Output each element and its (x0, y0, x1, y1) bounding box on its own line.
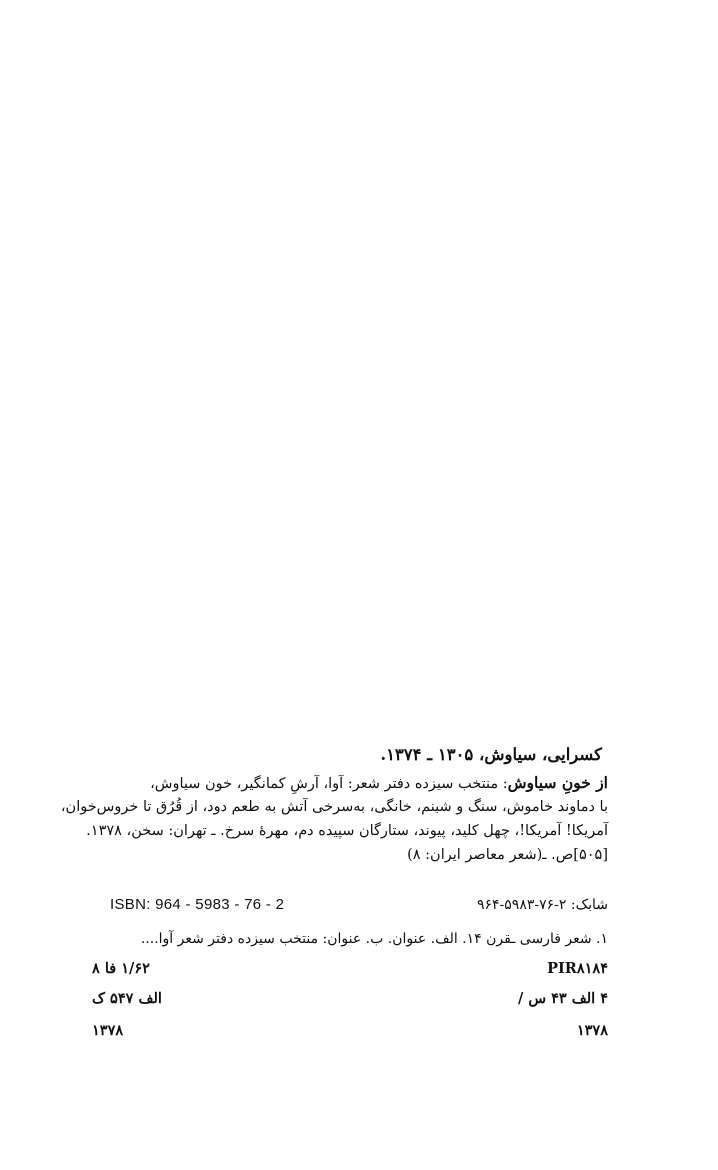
dewey-year: ۱۳۷۸ (92, 1022, 124, 1039)
dewey-cutter-number: الف ۵۴۷ ک (92, 990, 162, 1007)
dewey-class-number: ۱/۶۲ فا ۸ (92, 960, 150, 977)
book-title: از خونِ سیاوش (507, 773, 608, 792)
isbn-persian: شابک: ۲-۷۶-۵۹۸۳-۹۶۴ (476, 897, 608, 913)
call-numbers (92, 958, 608, 1054)
title-contents: : منتخب سیزده دفتر شعر: آوا، آرشِ کمانگیر، خون سیاوش، (150, 776, 508, 792)
publication-line: آمریکا! آمریکا!، چهل کلید، پیوند، ستارگان سپیده دم، مهرهٔ سرخ. ـ تهران: سخن، ۱۳۷۸. (86, 823, 608, 839)
contents-line-2: با دماوند خاموش، سنگ و شبنم، خانگی، به‌سرخی آتش به طعم دود، از قُرُق تا خروس‌خوان، (60, 799, 608, 815)
isbn-row (92, 894, 608, 918)
lc-class-number: PIR۸۱۸۴ (547, 960, 608, 977)
title-statement (150, 772, 608, 795)
isbn-latin: ISBN: 964 - 5983 - 76 - 2 (110, 896, 285, 913)
subject-headings: ۱. شعر فارسی ـقرن ۱۴. الف. عنوان. ب. عنوان: منتخب سیزده دفتر شعر آوا.... (140, 931, 608, 947)
lc-cutter-number: ۴ الف ۴۳ س / (517, 990, 608, 1007)
lc-year: ۱۳۷۸ (576, 1022, 608, 1039)
series-line: [۵۰۵]ص. ـ(شعر معاصر ایران: ۸) (407, 847, 608, 863)
author-heading: کسرایی، سیاوش، ۱۳۰۵ ـ ۱۳۷۴. (380, 745, 602, 764)
